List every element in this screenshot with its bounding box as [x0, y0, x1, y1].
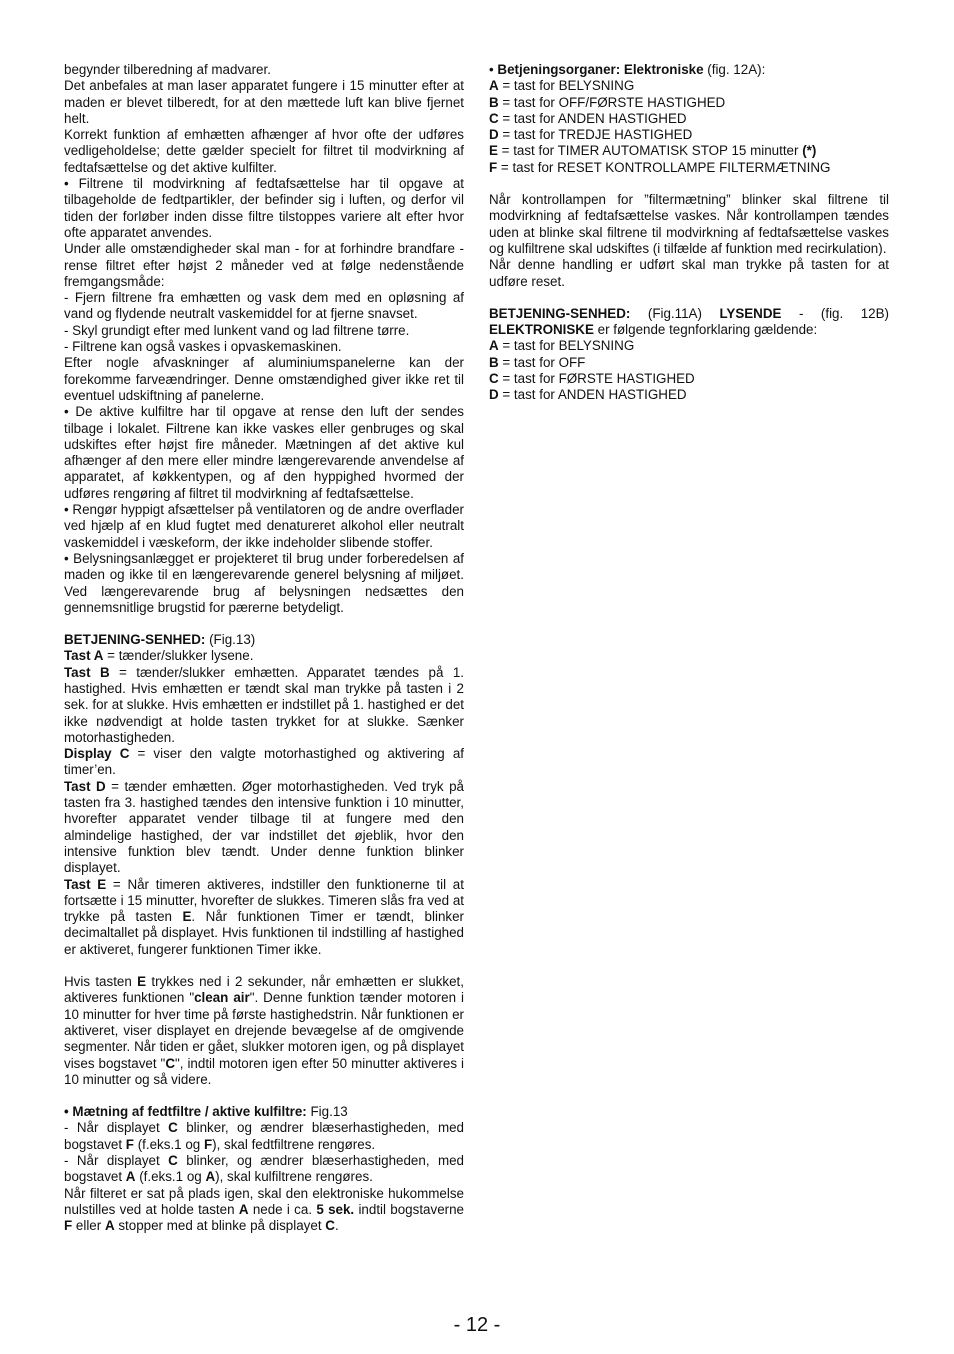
- text-run: Når denne handling er udført skal man trykke på tasten for at udføre reset.: [489, 257, 889, 289]
- text-run: = tast for TREDJE HASTIGHED: [498, 127, 693, 143]
- bold-text: ELEKTRONISKE: [489, 322, 594, 338]
- bold-text: Tast A: [64, 648, 104, 664]
- paragraph: [489, 111, 889, 127]
- text-run: Det anbefales at man laser apparatet fungere i 15 minutter efter at maden er blevet tilberedt, for at den mættede luft kan blive fjernet helt.: [64, 78, 464, 126]
- text-run: (f.eks.1 og: [133, 1136, 204, 1152]
- paragraph: [64, 78, 464, 127]
- text-run: - Når displayet: [64, 1153, 169, 1168]
- paragraph: [64, 1153, 464, 1186]
- bold-text: F: [203, 1136, 213, 1152]
- text-run: = tast for OFF/FØRSTE HASTIGHED: [498, 94, 726, 110]
- bold-text: Tast E: [64, 876, 107, 892]
- text-run: • Rengør hyppigt afsættelser på ventilatoren og de andre overflader ved hjælp af en klud fugtet med denatureret alkohol eller neutralt vaskemiddel i væskeform, der ikke indeholder slibende stoffer.: [64, 502, 464, 550]
- bold-text: LYSENDE: [719, 305, 782, 321]
- bold-text: A: [104, 1218, 115, 1234]
- paragraph: [64, 632, 464, 648]
- bold-text: C: [489, 371, 499, 387]
- left-column: [64, 62, 464, 1234]
- bold-text: A: [125, 1169, 136, 1185]
- bold-text: A: [489, 78, 499, 94]
- text-run: = tast for RESET KONTROLLAMPE FILTERMÆTNING: [497, 159, 831, 175]
- text-run: = tast for OFF: [498, 354, 586, 370]
- bold-text: A: [489, 338, 499, 354]
- paragraph: [64, 355, 464, 404]
- paragraph: [64, 176, 464, 241]
- text-run: = tast for ANDEN HASTIGHED: [498, 387, 687, 403]
- text-run: - Skyl grundigt efter med lunkent vand og lad filtrene tørre.: [64, 322, 410, 338]
- bold-text: Display C: [64, 746, 130, 762]
- text-run: Korrekt funktion af emhætten afhænger af hvor ofte der udføres vedligeholdelse; dette gælder specielt for filtret til modvirkning af fedtafsættelse og det aktive kulfilter.: [64, 127, 464, 175]
- text-run: = tast for BELYSNING: [498, 78, 635, 94]
- text-run: = tast for FØRSTE HASTIGHED: [498, 371, 695, 387]
- paragraph: [64, 1186, 464, 1235]
- paragraph-gap: [64, 958, 464, 974]
- bold-text: Betjeningsorganer: Elektroniske: [497, 62, 704, 77]
- bold-text: C: [168, 1153, 178, 1168]
- text-run: .: [334, 1218, 339, 1234]
- paragraph: [489, 306, 889, 339]
- paragraph: [489, 257, 889, 290]
- text-run: = tast for BELYSNING: [498, 338, 635, 354]
- text-run: - Filtrene kan også vaskes i opvaskemaskinen.: [64, 339, 342, 355]
- text-run: blinker, og ændrer blæserhastigheden, med bogstavet: [64, 1120, 465, 1152]
- text-run: = Når timeren aktiveres, indstiller den funktionerne til at fortsætte i 15 minutter, hvorefter de slukkes. Timeren slås fra ved at trykke på tasten: [64, 876, 464, 925]
- text-run: begynder tilberedning af madvarer.: [64, 62, 271, 77]
- bold-text: C: [489, 110, 499, 126]
- text-run: = tast for TIMER AUTOMATISK STOP 15 minutter: [497, 143, 803, 159]
- paragraph: [64, 1104, 464, 1120]
- paragraph: [489, 355, 889, 371]
- paragraph: [64, 1120, 464, 1153]
- text-run: ), skal kulfiltrene rengøres.: [215, 1169, 373, 1185]
- paragraph: [489, 160, 889, 176]
- bold-text: C: [168, 1120, 178, 1136]
- text-run: • Belysningsanlægget er projekteret til brug under forberedelsen af maden og ikke til en længerevarende generel belysning af miljøet. Ved længerevarende brug af belysningen nedsættes den gennemsnitlige brugstid for pærerne betydeligt.: [64, 550, 464, 615]
- text-run: (Fig.13): [205, 632, 256, 648]
- page-number: - 12 -: [453, 1314, 501, 1336]
- paragraph: [64, 648, 464, 664]
- bold-text: D: [489, 387, 499, 403]
- text-run: (f.eks.1 og: [135, 1169, 206, 1185]
- text-run: stopper med at blinke på displayet: [114, 1218, 326, 1234]
- text-run: - Når displayet: [64, 1120, 169, 1136]
- bold-text: C: [325, 1218, 335, 1234]
- text-run: Efter nogle afvaskninger af aluminiumspanelerne kan der forekomme farveændringer. Denne omstændighed giver ikke ret til eventuel udskiftning af panelerne.: [64, 355, 464, 403]
- paragraph: [64, 404, 464, 502]
- paragraph: [64, 779, 464, 877]
- paragraph: [64, 877, 464, 958]
- paragraph: [64, 323, 464, 339]
- bold-text: 5 sek.: [316, 1201, 355, 1217]
- paragraph: [64, 339, 464, 355]
- text-run: = tænder/slukker lysene.: [103, 648, 254, 664]
- bold-text: F: [125, 1136, 134, 1152]
- text-run: • Filtrene til modvirkning af fedtafsættelse har til opgave at tilbageholde de fedtpartikler, der befinder sig i luften, og derfor vil tiden der forløber inden disse filtre tilstoppes variere alt efter hvor ofte apparatet anvendes.: [64, 176, 464, 240]
- bold-text: Tast D: [64, 778, 106, 794]
- text-run: ), skal fedtfiltrene rengøres.: [212, 1136, 376, 1152]
- bold-text: F: [489, 159, 498, 175]
- paragraph: [489, 387, 889, 403]
- bold-text: Tast B: [64, 664, 110, 680]
- bold-text: BETJENING-SENHED:: [64, 632, 206, 648]
- text-run: Når kontrollampen for ”filtermætning” blinker skal filtrene til modvirkning af fedtafsættelse vaskes. Når kontrollampen tændes uden at blinke skal filtrene til modvirkning af fedtafsættelse vaskes og kulfiltrene skal udskiftes (i tilfælde af funktion med recirkulation).: [489, 192, 889, 256]
- paragraph: [489, 143, 889, 159]
- text-run: indtil bogstaverne: [354, 1201, 464, 1217]
- text-run: • De aktive kulfiltre har til opgave at rense den luft der sendes tilbage i lokalet. Filtrene kan ikke vaskes eller genbruges og skal udskiftes efter højst fire måneder. Mætningen af det aktive kul afhænger af den mere eller mindre længerevarende anvendelse af apparatet, af køkkentypen, og af den hyppighed hvormed der udføres rengøring af filtret til modvirkning af fedtafsættelse.: [64, 404, 464, 501]
- text-run: = tænder emhætten. Øger motorhastigheden. Ved tryk på tasten fra 3. hastighed tændes den intensive funktion i 10 minutter, hvorefter apparatet vender tilbage til at fungere med den almindelige hastighed, der var indstillet det øjeblik, hvor den intensive funktion blev tændt. Under denne funktion blinker displayet.: [64, 778, 464, 876]
- paragraph: [64, 551, 464, 616]
- right-column: [489, 62, 889, 404]
- paragraph: [64, 746, 464, 779]
- paragraph: [489, 95, 889, 111]
- paragraph-gap: [64, 1088, 464, 1104]
- bold-text: E: [137, 974, 147, 990]
- text-run: Fig.13: [306, 1104, 348, 1120]
- text-run: - (fig. 12B): [781, 305, 890, 321]
- paragraph: [489, 78, 889, 94]
- bold-text: • Mætning af fedtfiltre / aktive kulfiltre:: [64, 1104, 307, 1120]
- text-run: = viser den valgte motorhastighed og aktivering af timer’en.: [64, 746, 464, 778]
- bold-text: B: [489, 354, 499, 370]
- paragraph: [489, 62, 889, 78]
- text-run: trykkes ned i 2 sekunder, når emhætten er slukket, aktiveres funktionen ": [64, 974, 464, 1006]
- paragraph: [64, 665, 464, 746]
- text-run: = tast for ANDEN HASTIGHED: [498, 110, 687, 126]
- paragraph: [489, 192, 889, 257]
- paragraph: [64, 241, 464, 290]
- bold-text: E: [489, 143, 498, 159]
- bold-text: C: [165, 1055, 175, 1071]
- text-run: Under alle omstændigheder skal man - for at forhindre brandfare - rense filtret efter højst 2 måneder ved at følge nedenstående fremgangsmåde:: [64, 241, 464, 289]
- paragraph: [64, 502, 464, 551]
- text-run: nede i ca.: [248, 1201, 317, 1217]
- text-run: Når filteret er sat på plads igen, skal den elektroniske hukommelse nulstilles ved at holde tasten: [64, 1185, 464, 1217]
- text-run: er følgende tegnforklaring gældende:: [593, 322, 818, 338]
- bold-text: D: [489, 127, 499, 143]
- bold-text: B: [489, 94, 499, 110]
- paragraph: [489, 338, 889, 354]
- paragraph-gap: [64, 616, 464, 632]
- bold-text: F: [64, 1218, 73, 1234]
- text-run: (Fig.11A): [630, 305, 720, 321]
- text-run: eller: [72, 1218, 105, 1234]
- paragraph: [64, 974, 464, 1088]
- text-run: Hvis tasten: [64, 974, 138, 990]
- bold-text: A: [238, 1201, 249, 1217]
- bold-text: E: [182, 909, 192, 925]
- text-run: . Når funktionen Timer er tændt, blinker decimaltallet på displayet. Hvis funktionen til indstilling af hastighed er aktiveret, fungerer funktionen Timer ikke.: [64, 909, 464, 957]
- text-run: ", indtil motoren igen efter 50 minutter aktiveres i 10 minutter og så videre.: [64, 1055, 464, 1087]
- text-run: - Fjern filtrene fra emhætten og vask dem med en opløsning af vand og flydende neutralt vaskemiddel for at fjerne snavset.: [64, 290, 464, 322]
- paragraph: [64, 127, 464, 176]
- bold-text: clean air: [194, 990, 250, 1006]
- paragraph: [489, 371, 889, 387]
- paragraph: [489, 127, 889, 143]
- bold-text: (*): [802, 143, 817, 159]
- text-run: ". Denne funktion tænder motoren i 10 minutter for hver time på første hastighedstrin. Når funktionen er aktiveret, viser displayet en drejende bevægelse af de omgivende segmenter. Når tiden er gået, slukker motoren igen, og på displayet vises bogstavet ": [64, 990, 464, 1071]
- paragraph: [64, 62, 464, 78]
- paragraph-gap: [489, 290, 889, 306]
- bold-text: BETJENING-SENHED:: [489, 305, 631, 321]
- paragraph-gap: [489, 176, 889, 192]
- bold-text: A: [205, 1169, 216, 1185]
- paragraph: [64, 290, 464, 323]
- text-run: (fig. 12A):: [703, 62, 766, 77]
- text-run: blinker, og ændrer blæserhastigheden, med bogstavet: [64, 1153, 465, 1185]
- text-run: = tænder/slukker emhætten. Apparatet tændes på 1. hastighed. Hvis emhætten er tændt skal man trykke på tasten i 2 sek. for at slukke. Hvis emhætten er indstillet på 1. hastighed er det ikke nødvendigt at holde tasten trykket for at slukke. Sænker motorhastigheden.: [64, 664, 464, 745]
- text-run: •: [489, 62, 498, 77]
